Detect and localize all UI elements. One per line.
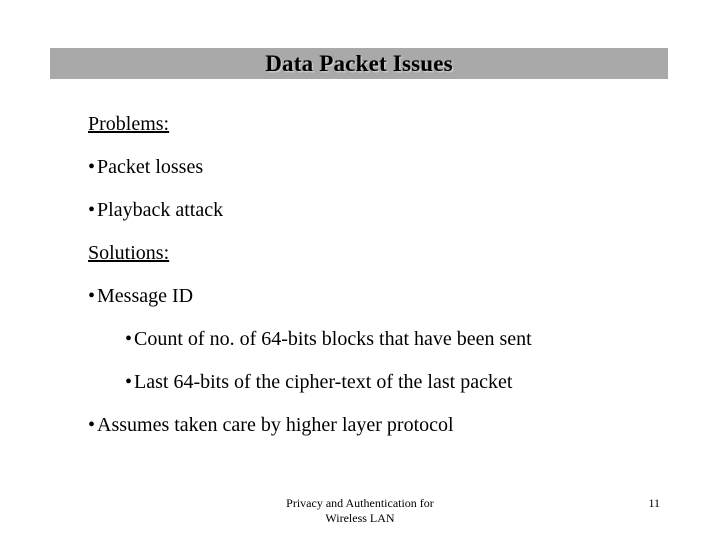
- bullet-item-last-64-bits: [88, 370, 688, 394]
- bullet-item-packet-losses: [88, 155, 688, 179]
- bullet-icon: •: [125, 371, 133, 393]
- bullet-item-assumes-higher-layer: [88, 413, 688, 437]
- heading-problems-text: Problems:: [88, 113, 170, 135]
- heading-problems: [88, 112, 688, 136]
- bullet-icon: •: [88, 156, 96, 178]
- bullet-icon: •: [88, 285, 96, 307]
- slide-title: Data Packet Issues: [265, 50, 453, 76]
- footer-credit-line1: Privacy and Authentication for: [286, 496, 434, 510]
- bullet-text-packet-losses: Packet losses: [97, 156, 204, 178]
- bullet-item-count-blocks: [88, 327, 688, 351]
- heading-solutions: [88, 241, 688, 265]
- bullet-item-message-id: [88, 284, 688, 308]
- slide-title-bar: [50, 48, 668, 79]
- bullet-icon: •: [88, 414, 96, 436]
- bullet-text-playback-attack: Playback attack: [97, 199, 224, 221]
- page-number: 11: [648, 496, 660, 510]
- heading-solutions-text: Solutions:: [88, 242, 170, 264]
- footer-credit-line2: Wireless LAN: [325, 511, 395, 525]
- bullet-text-last-64-bits: Last 64-bits of the cipher-text of the last packet: [134, 371, 513, 393]
- slide-body: [88, 112, 688, 456]
- bullet-icon: •: [125, 328, 133, 350]
- bullet-text-assumes-higher-layer: Assumes taken care by higher layer protocol: [97, 414, 454, 436]
- bullet-text-count-blocks: Count of no. of 64-bits blocks that have been sent: [134, 328, 532, 350]
- bullet-icon: •: [88, 199, 96, 221]
- bullet-item-playback-attack: [88, 198, 688, 222]
- footer-credit: [0, 496, 720, 526]
- bullet-text-message-id: Message ID: [97, 285, 194, 307]
